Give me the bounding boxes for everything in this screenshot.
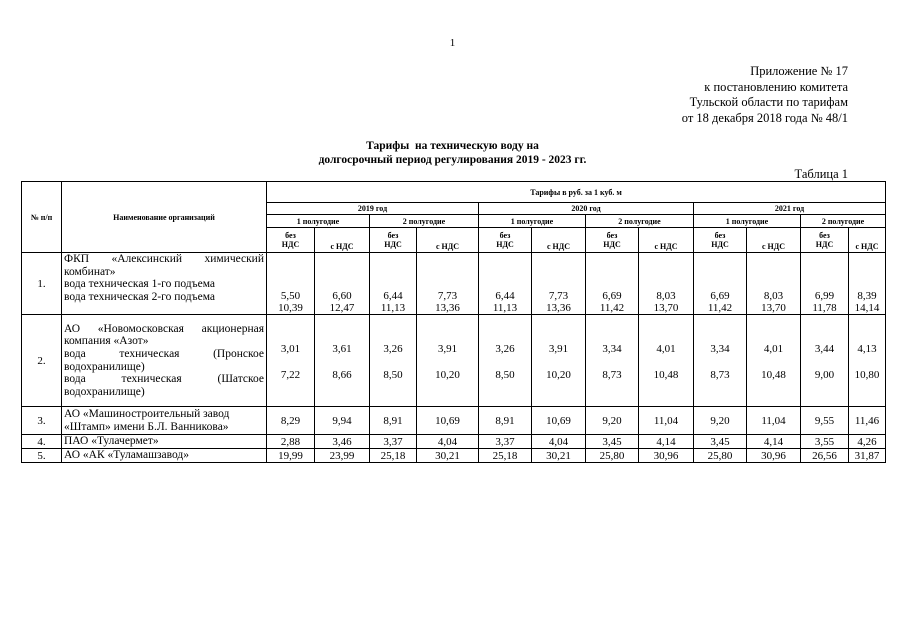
tariff-value: 23,99 — [315, 449, 370, 463]
organization-line: вода техническая (Пронское — [64, 347, 264, 360]
header-without-vat — [370, 228, 417, 253]
tariff-value-line: 4,01 — [656, 343, 676, 355]
row-number: 2. — [22, 315, 62, 407]
tariff-value: 19,99 — [267, 449, 315, 463]
header-without-vat — [267, 228, 315, 253]
row-number: 1. — [22, 253, 62, 315]
tariff-value-line: 3,26 — [383, 343, 403, 355]
header-without-vat-line: НДС — [384, 240, 402, 249]
header-without-vat-line: без — [606, 231, 618, 240]
tariff-value: 11,46 — [849, 407, 886, 435]
tariff-value-line: 13,70 — [761, 302, 786, 314]
row-number: 4. — [22, 435, 62, 449]
tariff-table — [21, 181, 886, 463]
header-without-vat — [801, 228, 849, 253]
header-without-vat-line: без — [285, 231, 296, 240]
organization-line: компания «Азот» — [64, 335, 149, 348]
organization-name — [62, 315, 267, 407]
tariff-value — [370, 315, 417, 407]
header-half: 2 полугодие — [801, 215, 886, 228]
tariff-value — [586, 253, 639, 315]
tariff-value-line: 3,26 — [495, 343, 515, 355]
header-number: № п/п — [22, 182, 62, 253]
tariff-value: 4,04 — [532, 435, 586, 449]
header-half: 2 полугодие — [370, 215, 479, 228]
tariff-value — [801, 253, 849, 315]
row-number: 5. — [22, 449, 62, 463]
appendix-note — [682, 64, 848, 126]
tariff-value: 3,45 — [586, 435, 639, 449]
table-caption: Таблица 1 — [794, 167, 848, 181]
organization-name — [62, 407, 267, 435]
organization-line: ПАО «Тулачермет» — [64, 435, 159, 448]
tariff-value-line: 11,13 — [492, 302, 518, 314]
header-without-vat — [694, 228, 747, 253]
tariff-value-line: 6,69 — [710, 290, 730, 302]
table-row — [22, 253, 886, 315]
organization-line: комбинат» — [64, 265, 116, 278]
tariff-value-line: 6,69 — [602, 290, 622, 302]
tariff-value-line: 8,66 — [332, 369, 352, 381]
tariff-value: 25,80 — [586, 449, 639, 463]
title-line: долгосрочный период регулирования 2019 - 2023 гг. — [318, 154, 587, 166]
tariff-value-line: 7,73 — [548, 290, 569, 302]
header-without-vat — [586, 228, 639, 253]
tariff-value-line: 13,36 — [435, 302, 460, 314]
tariff-value: 9,55 — [801, 407, 849, 435]
tariff-value-line: 3,34 — [710, 343, 730, 355]
tariff-value: 8,91 — [370, 407, 417, 435]
tariff-value: 30,96 — [747, 449, 801, 463]
organization-line: АО «Машиностроительный завод — [64, 407, 230, 420]
tariff-value-line: 11,13 — [380, 302, 406, 314]
tariff-value — [801, 315, 849, 407]
tariff-value: 9,20 — [694, 407, 747, 435]
tariff-value — [747, 315, 801, 407]
tariff-value-line: 8,73 — [710, 369, 730, 381]
tariff-value — [639, 253, 694, 315]
appendix-line: Приложение № 17 — [750, 64, 848, 78]
tariff-value-line: 3,44 — [814, 343, 835, 355]
header-without-vat-line: без — [714, 231, 726, 240]
tariff-value-line: 3,61 — [332, 343, 352, 355]
tariff-value — [267, 315, 315, 407]
page-number: 1 — [449, 37, 456, 49]
tariff-value-line: 7,22 — [280, 369, 301, 381]
tariff-value-line: 11,42 — [707, 302, 733, 314]
tariff-value-line: 10,48 — [761, 369, 786, 381]
header-half: 1 полугодие — [267, 215, 370, 228]
organization-line: вода техническая 2-го подъема — [64, 290, 216, 303]
tariff-value: 9,20 — [586, 407, 639, 435]
organization-line: «Штамп» имени Б.Л. Ванникова» — [64, 420, 229, 433]
tariff-value: 30,21 — [417, 449, 479, 463]
tariff-value-line: 4,13 — [857, 343, 877, 355]
header-without-vat-line: НДС — [281, 240, 300, 249]
tariff-value-line: 3,91 — [437, 343, 458, 355]
tariff-value-line: 11,78 — [812, 302, 837, 314]
header-with-vat: с НДС — [747, 228, 801, 253]
table-row — [22, 407, 886, 435]
header-organization: Наименование организаций — [62, 182, 267, 253]
tariff-value-line: 3,91 — [548, 343, 569, 355]
tariff-value: 4,04 — [417, 435, 479, 449]
tariff-value: 30,96 — [639, 449, 694, 463]
tariff-value: 4,26 — [849, 435, 886, 449]
title-line: Тарифы на техническую воду на — [366, 140, 539, 152]
tariff-value — [639, 315, 694, 407]
tariff-value-line: 5,50 — [280, 290, 301, 302]
tariff-value-line: 4,01 — [763, 343, 784, 355]
appendix-line: от 18 декабря 2018 года № 48/1 — [681, 110, 848, 125]
tariff-value: 9,94 — [315, 407, 370, 435]
tariff-value — [747, 253, 801, 315]
header-year: 2019 год — [267, 203, 479, 215]
table-row — [22, 315, 886, 407]
tariff-value-line: 8,03 — [656, 290, 676, 302]
tariff-value: 25,18 — [370, 449, 417, 463]
tariff-value-line: 3,01 — [280, 343, 301, 355]
tariff-value: 4,14 — [639, 435, 694, 449]
organization-line: водохранилище) — [64, 360, 145, 373]
tariff-value — [417, 315, 479, 407]
header-year: 2021 год — [694, 203, 886, 215]
header-without-vat-line: без — [387, 231, 399, 240]
tariff-value — [370, 253, 417, 315]
header-without-vat-line: НДС — [711, 240, 729, 249]
tariff-value-line: 6,60 — [332, 290, 352, 302]
table-row — [22, 449, 886, 463]
tariff-value: 11,04 — [639, 407, 694, 435]
tariff-value: 3,45 — [694, 435, 747, 449]
tariff-value: 8,29 — [267, 407, 315, 435]
tariff-value: 3,46 — [315, 435, 370, 449]
tariff-value: 11,04 — [747, 407, 801, 435]
header-with-vat: с НДС — [315, 228, 370, 253]
tariff-value-line: 8,39 — [857, 290, 877, 302]
tariff-value: 2,88 — [267, 435, 315, 449]
tariff-value-line: 8,50 — [383, 369, 403, 381]
appendix-line: Тульской области по тарифам — [689, 95, 848, 109]
tariff-value-line: 13,70 — [653, 302, 679, 314]
header-half: 1 полугодие — [479, 215, 586, 228]
tariff-value: 3,55 — [801, 435, 849, 449]
organization-line: АО «Новомосковская акционерная — [64, 322, 264, 335]
tariff-value — [694, 315, 747, 407]
header-with-vat: с НДС — [532, 228, 586, 253]
tariff-value: 4,14 — [747, 435, 801, 449]
tariff-value — [315, 315, 370, 407]
tariff-value: 26,56 — [801, 449, 849, 463]
table-row — [22, 435, 886, 449]
organization-line: вода техническая (Шатское — [64, 373, 264, 386]
header-with-vat: с НДС — [849, 228, 886, 253]
organization-line: водохранилище) — [64, 385, 145, 398]
header-without-vat-line: без — [819, 231, 830, 240]
tariff-value: 3,37 — [370, 435, 417, 449]
header-without-vat-line: НДС — [815, 240, 834, 249]
tariff-value-line: 6,44 — [495, 290, 515, 302]
tariff-value — [849, 315, 886, 407]
header-with-vat: с НДС — [417, 228, 479, 253]
tariff-value-line: 11,42 — [599, 302, 625, 314]
row-number: 3. — [22, 407, 62, 435]
tariff-value — [479, 253, 532, 315]
tariff-value-line: 10,20 — [435, 369, 460, 381]
tariff-value — [315, 253, 370, 315]
tariff-value-line: 10,80 — [854, 369, 880, 381]
tariff-value-line: 3,34 — [602, 343, 622, 355]
tariff-value: 25,18 — [479, 449, 532, 463]
tariff-value: 30,21 — [532, 449, 586, 463]
tariff-value — [532, 315, 586, 407]
header-without-vat — [479, 228, 532, 253]
header-half: 1 полугодие — [694, 215, 801, 228]
tariff-value: 8,91 — [479, 407, 532, 435]
header-without-vat-line: без — [499, 231, 511, 240]
tariff-value-line: 6,99 — [814, 290, 835, 302]
organization-name — [62, 449, 267, 463]
header-without-vat-line: НДС — [603, 240, 621, 249]
header-price: Тарифы в руб. за 1 куб. м — [267, 182, 886, 203]
tariff-value — [479, 315, 532, 407]
tariff-value-line: 8,73 — [602, 369, 622, 381]
header-without-vat-line: НДС — [496, 240, 514, 249]
header-year: 2020 год — [479, 203, 694, 215]
tariff-value-line: 7,73 — [437, 290, 458, 302]
tariff-value: 3,37 — [479, 435, 532, 449]
organization-line: вода техническая 1-го подъема — [64, 278, 216, 291]
tariff-value-line: 6,44 — [383, 290, 403, 302]
tariff-value — [417, 253, 479, 315]
tariff-value-line: 8,03 — [763, 290, 784, 302]
tariff-value-line: 10,39 — [278, 302, 303, 314]
organization-name — [62, 435, 267, 449]
tariff-value: 10,69 — [417, 407, 479, 435]
tariff-value: 31,87 — [849, 449, 886, 463]
tariff-value — [694, 253, 747, 315]
tariff-value: 25,80 — [694, 449, 747, 463]
header-with-vat: с НДС — [639, 228, 694, 253]
tariff-value-line: 9,00 — [814, 369, 835, 381]
tariff-value: 10,69 — [532, 407, 586, 435]
tariff-value-line: 8,50 — [495, 369, 515, 381]
tariff-value — [532, 253, 586, 315]
organization-line: ФКП «Алексинский химический — [64, 253, 264, 265]
tariff-value-line: 10,20 — [546, 369, 571, 381]
tariff-value — [849, 253, 886, 315]
appendix-line: к постановлению комитета — [704, 79, 848, 94]
header-half: 2 полугодие — [586, 215, 694, 228]
organization-name — [62, 253, 267, 315]
tariff-value-line: 14,14 — [854, 302, 880, 314]
tariff-value — [586, 315, 639, 407]
tariff-value — [267, 253, 315, 315]
tariff-value-line: 13,36 — [546, 302, 571, 314]
tariff-value-line: 12,47 — [329, 302, 355, 314]
document-title — [0, 139, 905, 167]
organization-line: АО «АК «Туламашзавод» — [64, 449, 189, 462]
tariff-value-line: 10,48 — [653, 369, 679, 381]
